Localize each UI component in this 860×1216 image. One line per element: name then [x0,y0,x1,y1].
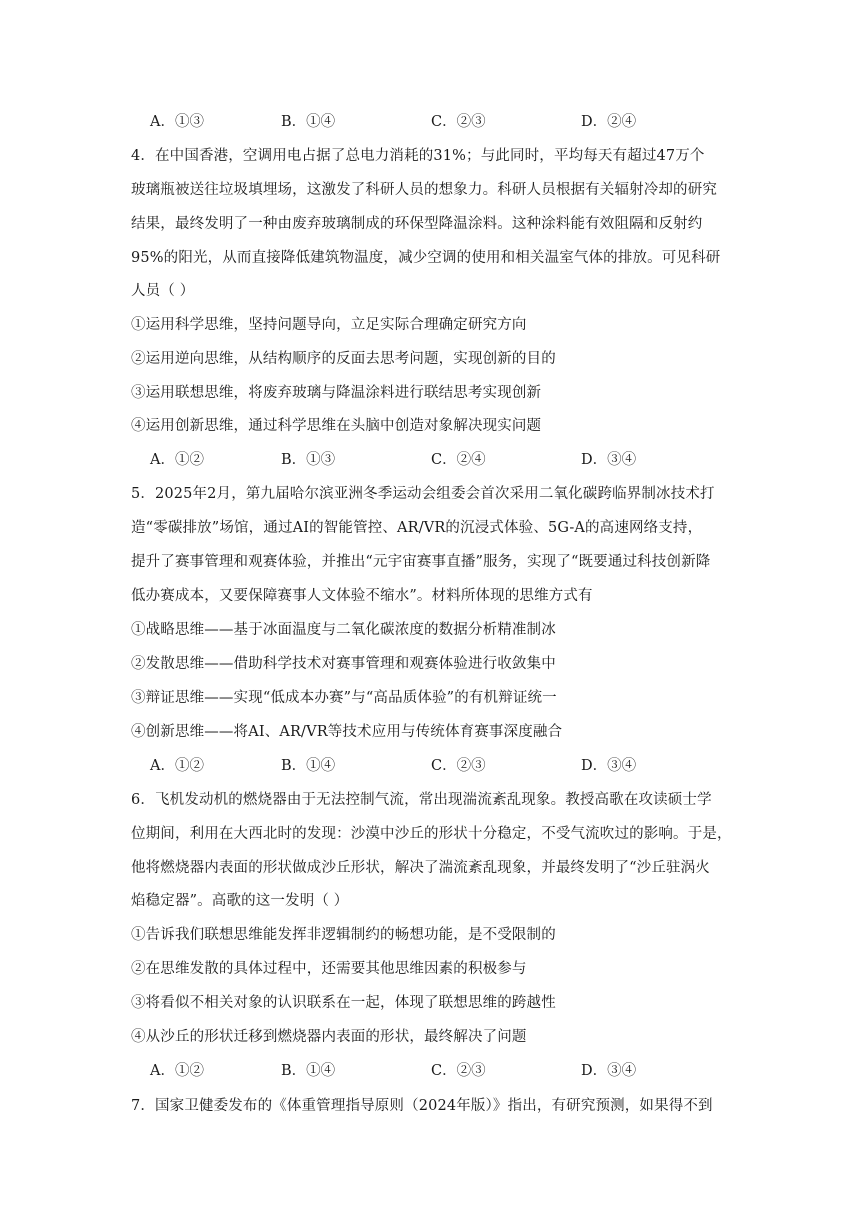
q3-option-c[interactable]: C．②③ [431,114,486,130]
q5-option-a[interactable]: A．①② [150,758,204,774]
q4-option-b[interactable]: B．①③ [281,452,336,468]
q5-stem-line: 造“零碳排放”场馆，通过AI的智能管控、AR/VR的沉浸式体验、5G-A的高速网络支持， [131,520,703,536]
q5-option-c[interactable]: C．②③ [431,758,486,774]
q4-stem-line: 4．在中国香港，空调用电占据了总电力消耗的31%；与此同时，平均每天有超过47万个 [131,148,705,164]
q4-options [150,450,750,470]
q4-stem-line: 人员（ ） [131,283,195,299]
q5-statement: ④创新思维——将AI、AR/VR等技术应用与传统体育赛事深度融合 [131,724,563,740]
q6-statement: ④从沙丘的形状迁移到燃烧器内表面的形状，最终解决了问题 [131,1029,527,1045]
q5-options [150,756,750,776]
q6-options [150,1061,750,1081]
q5-stem-line: 低办赛成本，又要保障赛事人文体验不缩水”。材料所体现的思维方式有 [131,588,593,604]
q4-stem-line: 结果，最终发明了一种由废弃玻璃制成的环保型降温涂料。这种涂料能有效阻隔和反射约 [131,216,703,232]
q6-option-c[interactable]: C．②③ [431,1063,486,1079]
q6-stem-line: 焰稳定器”。高歌的这一发明（ ） [131,893,349,909]
q3-option-a[interactable]: A．①③ [150,114,204,130]
q5-statement: ①战略思维——基于冰面温度与二氧化碳浓度的数据分析精准制冰 [131,622,556,638]
q6-option-d[interactable]: D．③④ [581,1063,637,1079]
q5-stem-line: 提升了赛事管理和观赛体验，并推出“元宇宙赛事直播”服务，实现了“既要通过科技创新降 [131,554,711,570]
q5-option-b[interactable]: B．①④ [281,758,336,774]
q4-option-c[interactable]: C．②④ [431,452,486,468]
q6-statement: ①告诉我们联想思维能发挥非逻辑制约的畅想功能，是不受限制的 [131,927,556,943]
q7-stem-line: 7．国家卫健委发布的《体重管理指导原则（2024年版）》指出，有研究预测，如果得不到 [131,1098,713,1114]
q6-option-b[interactable]: B．①④ [281,1063,336,1079]
q4-statement: ①运用科学思维，坚持问题导向，立足实际合理确定研究方向 [131,317,527,333]
q6-stem-line: 他将燃烧器内表面的形状做成沙丘形状，解决了湍流紊乱现象，并最终发明了“沙丘驻涡火 [131,860,710,876]
q4-stem-line: 玻璃瓶被送往垃圾填埋场，这激发了科研人员的想象力。科研人员根据有关辐射冷却的研究 [131,182,717,198]
q6-statement: ②在思维发散的具体过程中，还需要其他思维因素的积极参与 [131,961,527,977]
q4-statement: ②运用逆向思维，从结构顺序的反面去思考问题，实现创新的目的 [131,351,556,367]
q4-statement: ③运用联想思维，将废弃玻璃与降温涂料进行联结思考实现创新 [131,385,542,401]
q4-stem-line: 95%的阳光，从而直接降低建筑物温度，减少空调的使用和相关温室气体的排放。可见科研 [131,250,721,266]
q5-statement: ②发散思维——借助科学技术对赛事管理和观赛体验进行收敛集中 [131,656,556,672]
q3-option-d[interactable]: D．②④ [581,114,637,130]
q3-option-b[interactable]: B．①④ [281,114,336,130]
q5-statement: ③辩证思维——实现“低成本办赛”与“高品质体验”的有机辩证统一 [131,690,557,706]
q6-statement: ③将看似不相关对象的认识联系在一起，体现了联想思维的跨越性 [131,995,556,1011]
q4-option-d[interactable]: D．③④ [581,452,637,468]
q5-option-d[interactable]: D．③④ [581,758,637,774]
q6-stem-line: 位期间，利用在大西北时的发现：沙漠中沙丘的形状十分稳定，不受气流吹过的影响。于是， [131,826,732,842]
q5-stem-line: 5．2025年2月，第九届哈尔滨亚洲冬季运动会组委会首次采用二氧化碳跨临界制冰技术打 [131,486,715,502]
q4-statement: ④运用创新思维，通过科学思维在头脑中创造对象解决现实问题 [131,418,542,434]
q6-stem-line: 6．飞机发动机的燃烧器由于无法控制气流，常出现湍流紊乱现象。教授高歌在攻读硕士学 [131,792,712,808]
q6-option-a[interactable]: A．①② [150,1063,204,1079]
q4-option-a[interactable]: A．①② [150,452,204,468]
q3-options [150,112,750,132]
